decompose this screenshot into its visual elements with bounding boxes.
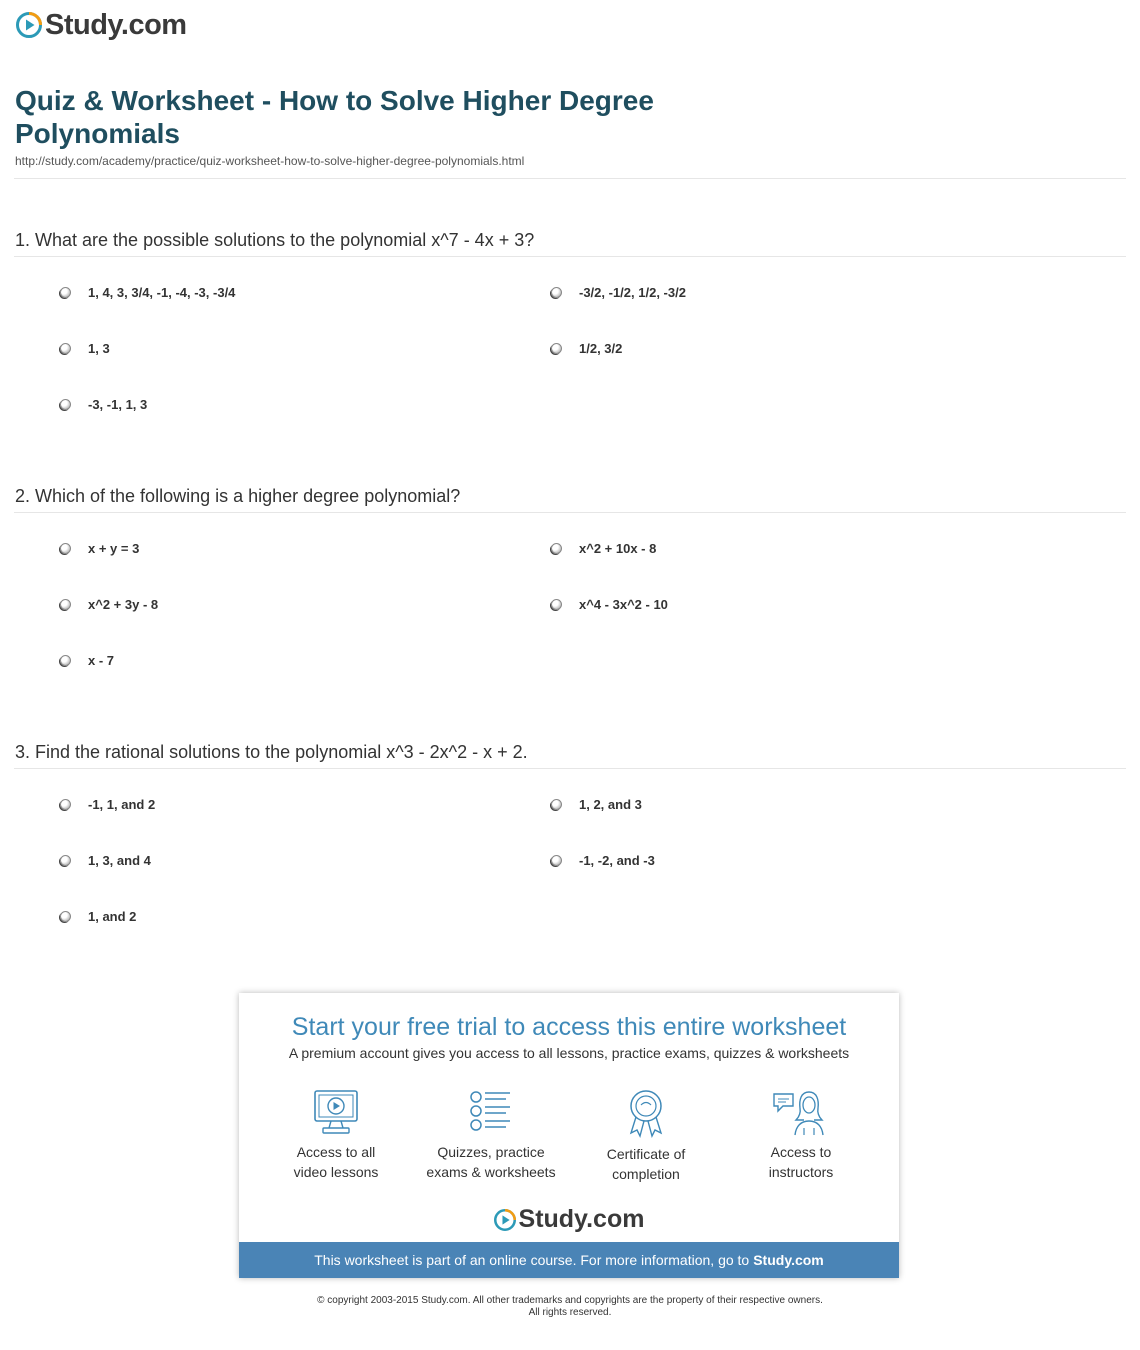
copyright-footer (0, 1295, 1140, 1319)
copyright-line1: © copyright 2003-2015 Study.com. All other trademarks and copyrights are the property of their respective owners. (317, 1295, 823, 1306)
answer-label: x - 7 (88, 653, 115, 668)
answer-label: 1, 3 (88, 341, 110, 356)
answer-option[interactable] (551, 597, 668, 612)
answer-label: x^2 + 10x - 8 (579, 541, 657, 556)
answer-option[interactable] (551, 797, 642, 812)
radio-button-icon[interactable] (60, 655, 71, 666)
radio-button-icon[interactable] (60, 343, 71, 354)
answer-label: -1, -2, and -3 (579, 853, 655, 868)
quiz-list-icon (466, 1088, 516, 1136)
promo-studycom-logo[interactable] (239, 1205, 899, 1234)
page-url[interactable]: http://study.com/academy/practice/quiz-worksheet-how-to-solve-higher-degree-polynomials.html (15, 154, 525, 168)
certificate-ribbon-icon (621, 1088, 671, 1138)
feature-label-line1: Quizzes, practice (437, 1144, 545, 1160)
radio-button-icon[interactable] (60, 399, 71, 410)
answer-option[interactable] (551, 541, 656, 556)
video-lesson-icon (311, 1088, 361, 1136)
answer-label: x + y = 3 (88, 541, 140, 556)
radio-button-icon[interactable] (60, 911, 71, 922)
answer-option[interactable] (60, 397, 147, 412)
question-divider (14, 256, 1126, 257)
question-text: 3. Find the rational solutions to the polynomial x^3 - 2x^2 - x + 2. (15, 742, 528, 762)
radio-button-icon[interactable] (60, 855, 71, 866)
question-text: 2. Which of the following is a higher degree polynomial? (15, 486, 461, 506)
feature-quizzes (411, 1088, 571, 1182)
copyright-line2: All rights reserved. (528, 1307, 612, 1318)
answer-label: x^2 + 3y - 8 (88, 597, 159, 612)
answer-option[interactable] (60, 285, 235, 300)
answer-label: 1, 2, and 3 (579, 797, 642, 812)
promo-bar-link[interactable]: Study.com (753, 1252, 824, 1268)
instructor-chat-icon (771, 1088, 831, 1136)
feature-label-line2: exams & worksheets (426, 1164, 556, 1180)
answer-label: 1/2, 3/2 (579, 341, 623, 356)
promo-info-bar (239, 1242, 899, 1278)
radio-button-icon[interactable] (551, 287, 562, 298)
radio-button-icon[interactable] (551, 799, 562, 810)
radio-button-icon[interactable] (551, 855, 562, 866)
page-title: Quiz & Worksheet - How to Solve Higher Degree Polynomials (15, 85, 654, 149)
answer-label: -1, 1, and 2 (88, 797, 156, 812)
play-circle-logo-icon (16, 12, 42, 38)
answer-label: -3/2, -1/2, 1/2, -3/2 (579, 285, 686, 300)
radio-button-icon[interactable] (551, 599, 562, 610)
answer-label: 1, and 2 (88, 909, 137, 924)
studycom-logo[interactable] (16, 8, 187, 42)
free-trial-promo (239, 993, 899, 1278)
feature-instructors (721, 1088, 881, 1182)
answer-option[interactable] (551, 341, 622, 356)
feature-label-line1: Certificate of (606, 1146, 686, 1162)
feature-label-line2: instructors (768, 1164, 834, 1180)
header-divider (14, 178, 1126, 179)
radio-button-icon[interactable] (60, 287, 71, 298)
logo-wordmark: Study.com (45, 8, 187, 41)
radio-button-icon[interactable] (60, 543, 71, 554)
answer-option[interactable] (60, 853, 151, 868)
answer-option[interactable] (60, 597, 158, 612)
promo-title[interactable]: Start your free trial to access this entire worksheet (291, 1013, 847, 1041)
question-divider (14, 768, 1126, 769)
play-circle-logo-icon (494, 1209, 516, 1231)
radio-button-icon[interactable] (60, 599, 71, 610)
answer-option[interactable] (551, 853, 655, 868)
answer-label: 1, 4, 3, 3/4, -1, -4, -3, -3/4 (88, 285, 236, 300)
answer-label: 1, 3, and 4 (88, 853, 151, 868)
feature-label-line1: Access to (770, 1144, 832, 1160)
feature-label-line2: video lessons (293, 1164, 379, 1180)
feature-certificate (566, 1088, 726, 1184)
answer-option[interactable] (60, 541, 139, 556)
radio-button-icon[interactable] (551, 343, 562, 354)
promo-subtitle: A premium account gives you access to all lessons, practice exams, quizzes & worksheets (288, 1045, 850, 1061)
answer-label: -3, -1, 1, 3 (88, 397, 148, 412)
feature-label-line1: Access to all (296, 1144, 376, 1160)
question-divider (14, 512, 1126, 513)
answer-label: x^4 - 3x^2 - 10 (579, 597, 668, 612)
radio-button-icon[interactable] (551, 543, 562, 554)
promo-bar-text: This worksheet is part of an online course. For more information, go to (314, 1252, 750, 1268)
question-text: 1. What are the possible solutions to the polynomial x^7 - 4x + 3? (15, 230, 535, 250)
logo-wordmark: Study.com (518, 1205, 645, 1233)
answer-option[interactable] (60, 909, 136, 924)
answer-option[interactable] (551, 285, 686, 300)
feature-video-lessons (256, 1088, 416, 1182)
answer-option[interactable] (60, 653, 114, 668)
answer-option[interactable] (60, 341, 110, 356)
feature-label-line2: completion (612, 1166, 680, 1182)
radio-button-icon[interactable] (60, 799, 71, 810)
answer-option[interactable] (60, 797, 155, 812)
